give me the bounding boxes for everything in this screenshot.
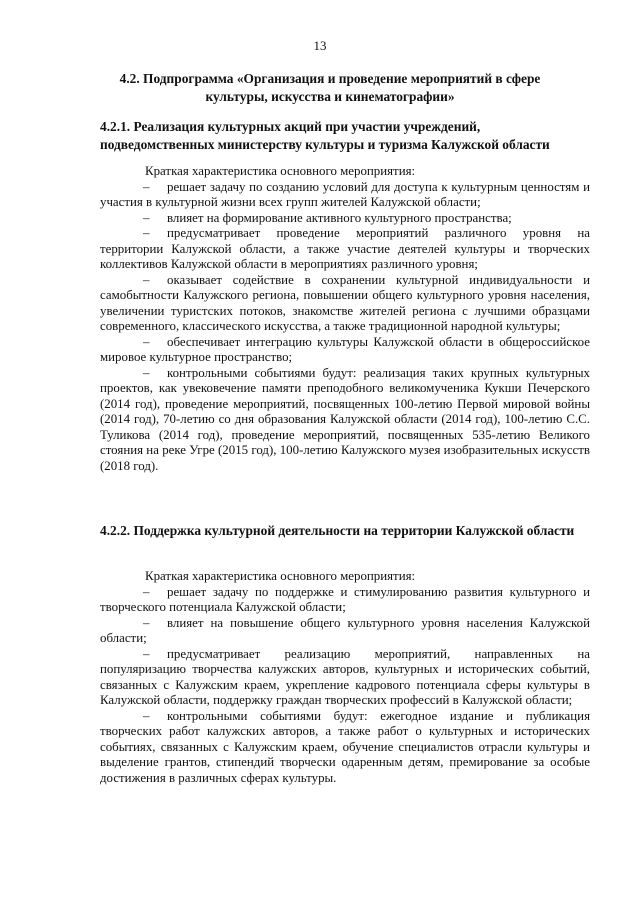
list-item-text: решает задачу по поддержке и стимулированию развития культурного и творческого потенциала Калужской области;	[100, 584, 590, 614]
list-item-text: влияет на повышение общего культурного уровня населения Калужской области;	[100, 615, 590, 645]
section-4-2-2-body	[100, 569, 590, 786]
list-item	[100, 211, 590, 227]
list-item	[100, 647, 590, 709]
list-item	[100, 273, 590, 335]
dash-marker: –	[143, 615, 150, 630]
dash-marker: –	[143, 708, 150, 723]
dash-marker: –	[143, 334, 150, 349]
list-item	[100, 335, 590, 366]
section-4-2-1-heading: 4.2.1. Реализация культурных акций при участии учреждений, подведомственных министерству культуры и туризма Калужской области	[100, 119, 550, 152]
list-item	[100, 366, 590, 475]
section-intro: Краткая характеристика основного мероприятия:	[145, 164, 416, 178]
list-item-text: предусматривает реализацию мероприятий, направленных на популяризацию творчества калужских авторов, культурных и исторических событий, связанных с Калужским краем, укрепление кадрового потенциала сферы культуры в Калужской области, поддержку граждан творческих профессий в Калужской области;	[100, 646, 590, 707]
dash-marker: –	[143, 210, 150, 225]
list-item-text: предусматривает проведение мероприятий различного уровня на территории Калужской области, а также участие деятелей культуры и творческих коллективов Калужской области в мероприятиях различного уровня;	[100, 226, 590, 271]
dash-marker: –	[143, 584, 150, 599]
list-item	[100, 585, 590, 616]
list-item-text: решает задачу по созданию условий для доступа к культурным ценностям и участия в культурной жизни всех групп жителей Калужской области;	[100, 179, 590, 209]
dash-marker: –	[143, 365, 150, 380]
list-item	[100, 226, 590, 273]
list-item-text: влияет на формирование активного культурного пространства;	[167, 210, 512, 225]
list-item-text: контрольными событиями будут: ежегодное издание и публикация творческих работ калужских авторов, а также работ о культурных и исторических событиях, связанных с Калужским краем, обучение специалистов отрасли культуры и выделение грантов, стипендий творчески одаренным детям, премирование за особые достижения в различных сферах культуры.	[100, 708, 590, 785]
subprogram-heading: 4.2. Подпрограмма «Организация и проведение мероприятий в сфере культуры, искусства и кинематографии»	[119, 71, 541, 104]
list-item-text: обеспечивает интеграцию культуры Калужской области в общероссийское мировое культурное пространство;	[100, 334, 590, 364]
list-item	[100, 180, 590, 211]
dash-marker: –	[143, 272, 150, 287]
section-intro: Краткая характеристика основного мероприятия:	[145, 569, 416, 583]
dash-marker: –	[143, 179, 150, 194]
dash-marker: –	[143, 646, 150, 661]
list-item-text: контрольными событиями будут: реализация таких крупных культурных проектов, как увековечение памяти преподобного великомученика Кукши Печерского (2014 год), проведение мероприятий, посвященных 100-летию Первой мировой войны (2014 год), 70-летию со дня образования Калужской области (2014 год), 100-летию С.С. Туликова (2014 год), проведение мероприятий, посвященных 535-летию Великого стояния на реке Угре (2015 год), 100-летию Калужского музея изобразительных искусств (2018 год).	[100, 365, 590, 473]
page-number: 13	[313, 38, 327, 53]
list-item	[100, 616, 590, 647]
list-item	[100, 709, 590, 787]
section-4-2-1-body	[100, 164, 590, 474]
dash-marker: –	[143, 226, 150, 240]
section-4-2-2-heading: 4.2.2. Поддержка культурной деятельности на территории Калужской области	[100, 523, 575, 538]
list-item-text: оказывает содействие в сохранении культурной индивидуальности и самобытности Калужского региона, повышении общего культурного уровня населения, увеличении туристских потоков, знакомстве жителей региона с лучшими образцами современного, классического искусства, а также традиционной народной культуры;	[100, 272, 590, 333]
